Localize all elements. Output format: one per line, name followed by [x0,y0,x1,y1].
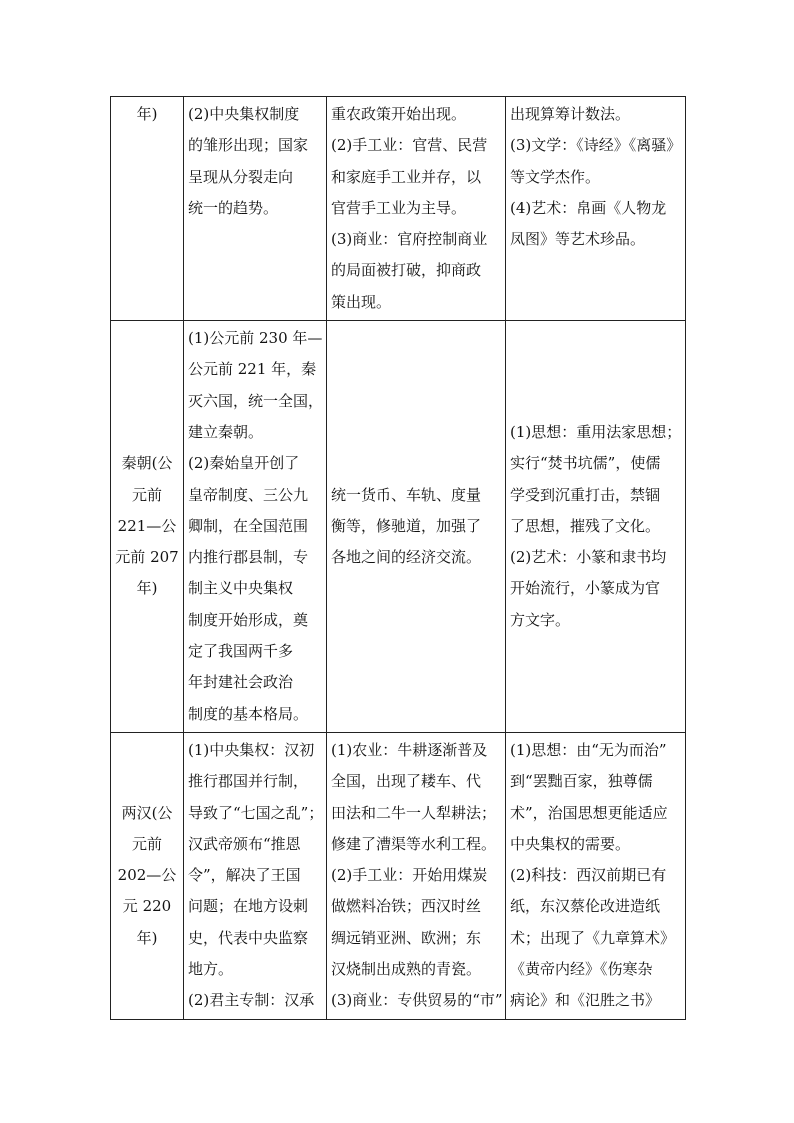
cell-text-line: 导致了“七国之乱”； [188,803,324,822]
cell-text-line: 实行“焚书坑儒”，使儒 [510,454,661,473]
cell-text-line: 出现算筹计数法。 [510,105,631,123]
cell-text-line: 和家庭手工业并存，以 [331,167,482,186]
cell-text-line: 策出现。 [331,292,392,311]
cell-text-line: 纸，东汉蔡伦改进造纸 [510,897,661,916]
cell-text-line: (3)商业：官府控制商业 [331,230,488,249]
cell-text-line: 学受到沉重打击，禁锢 [510,485,661,504]
cell-text-line: 制主义中央集权 [188,579,294,598]
culture-cell [506,321,686,733]
cell-text-line: 凤图》等艺术珍品。 [510,230,646,249]
cell-text-line: 皇帝制度、三公九 [188,485,309,504]
cell-text-line: 史，代表中央监察 [188,928,309,947]
cell-text-line: 秦朝(公 [121,454,173,473]
cell-text-line: 修建了漕渠等水利工程。 [331,834,497,853]
cell-text-line: (2)秦始皇开创了 [188,454,300,473]
history-table [110,96,686,1020]
cell-text-line: 年) [136,105,158,123]
cell-text-line: 病论》和《氾胜之书》 [510,991,661,1010]
culture-cell [506,732,686,1019]
cell-text-line: (2)君主专制：汉承 [188,991,315,1010]
cell-text-line: 统一的趋势。 [188,198,279,217]
cell-text-line: 建立秦朝。 [188,422,264,441]
politics-cell [184,97,327,321]
cell-text-line: 内推行郡县制，专 [188,548,309,567]
cell-text-line: 中央集权的需要。 [510,834,631,853]
period-cell [111,97,184,321]
cell-text-line: (3)文学：《诗经》《离骚》 [510,136,682,155]
cell-text-line: 元前 [131,485,162,504]
cell-text-line: 统一货币、车轨、度量 [331,485,482,504]
cell-text-line: (1)思想：由“无为而治” [510,740,667,759]
cell-text-line: 做燃料冶铁；西汉时丝 [331,897,482,916]
cell-text-line: 元 220 [122,897,172,916]
cell-text-line: 的局面被打破，抑商政 [331,261,482,280]
cell-text-line: (3)商业：专供贸易的“市” [331,991,503,1010]
cell-text-line: 的雏形出现；国家 [188,136,309,155]
cell-text-line: 各地之间的经济交流。 [331,548,482,567]
cell-text-line: (2)艺术：小篆和隶书均 [510,548,667,567]
table-row [111,321,686,733]
politics-cell [184,321,327,733]
cell-text-line: 制度的基本格局。 [188,704,309,723]
cell-text-line: (1)农业：牛耕逐渐普及 [331,740,488,759]
cell-text-line: (2)科技：西汉前期已有 [510,866,667,885]
table-row [111,732,686,1019]
cell-text-line: 汉武帝颁布“推恩 [188,834,301,853]
cell-text-line: (2)中央集权制度 [188,105,300,123]
culture-cell [506,97,686,321]
politics-cell [184,732,327,1019]
period-cell [111,321,184,733]
cell-text-line: 202—公 [117,866,177,885]
cell-text-line: 元前 207 [115,548,179,567]
cell-text-line: 两汉(公 [121,803,173,822]
cell-text-line: 公元前 221 年，秦 [188,360,317,379]
table-row [111,97,686,321]
cell-text-line: (2)手工业：开始用煤炭 [331,866,488,885]
cell-text-line: (4)艺术：帛画《人物龙 [510,198,667,217]
cell-text-line: 令”，解决了王国 [188,866,301,885]
cell-text-line: 定了我国两千多 [188,642,294,661]
cell-text-line: 推行郡国并行制， [188,772,309,791]
cell-text-line: (1)公元前 230 年— [188,329,323,348]
cell-text-line: 了思想，摧残了文化。 [510,516,661,535]
period-cell [111,732,184,1019]
cell-text-line: 官营手工业为主导。 [331,198,467,217]
cell-text-line: 年) [136,579,158,598]
cell-text-line: (1)思想：重用法家思想； [510,422,682,441]
cell-text-line: 术”，治国思想更能适应 [510,803,668,822]
cell-text-line: (1)中央集权：汉初 [188,740,315,759]
cell-text-line: 汉烧制出成熟的青瓷。 [331,960,482,979]
cell-text-line: 元前 [131,834,162,853]
cell-text-line: 呈现从分裂走向 [188,167,294,186]
cell-text-line: 221—公 [117,516,177,535]
economy-cell [327,732,506,1019]
cell-text-line: 灭六国，统一全国， [188,391,324,410]
cell-text-line: 开始流行，小篆成为官 [510,579,661,598]
cell-text-line: 到“罢黜百家，独尊儒 [510,772,653,791]
cell-text-line: 制度开始形成，奠 [188,610,309,629]
economy-cell [327,321,506,733]
cell-text-line: 方文字。 [510,610,571,629]
cell-text-line: (2)手工业：官营、民营 [331,136,488,155]
cell-text-line: 卿制，在全国范围 [188,516,309,535]
cell-text-line: 绸远销亚洲、欧洲；东 [331,928,482,947]
cell-text-line: 年) [136,928,158,947]
cell-text-line: 全国，出现了耧车、代 [331,772,482,791]
cell-text-line: 年封建社会政治 [188,673,294,692]
economy-cell [327,97,506,321]
cell-text-line: 术；出现了《九章算术》 [510,928,676,947]
cell-text-line: 《黄帝内经》《伤寒杂 [510,960,653,979]
cell-text-line: 地方。 [188,960,234,979]
cell-text-line: 衡等，修驰道，加强了 [331,516,482,535]
cell-text-line: 问题；在地方设刺 [188,897,309,916]
cell-text-line: 田法和二牛一人犁耕法； [331,803,497,822]
cell-text-line: 等文学杰作。 [510,167,601,186]
cell-text-line: 重农政策开始出现。 [331,105,467,123]
